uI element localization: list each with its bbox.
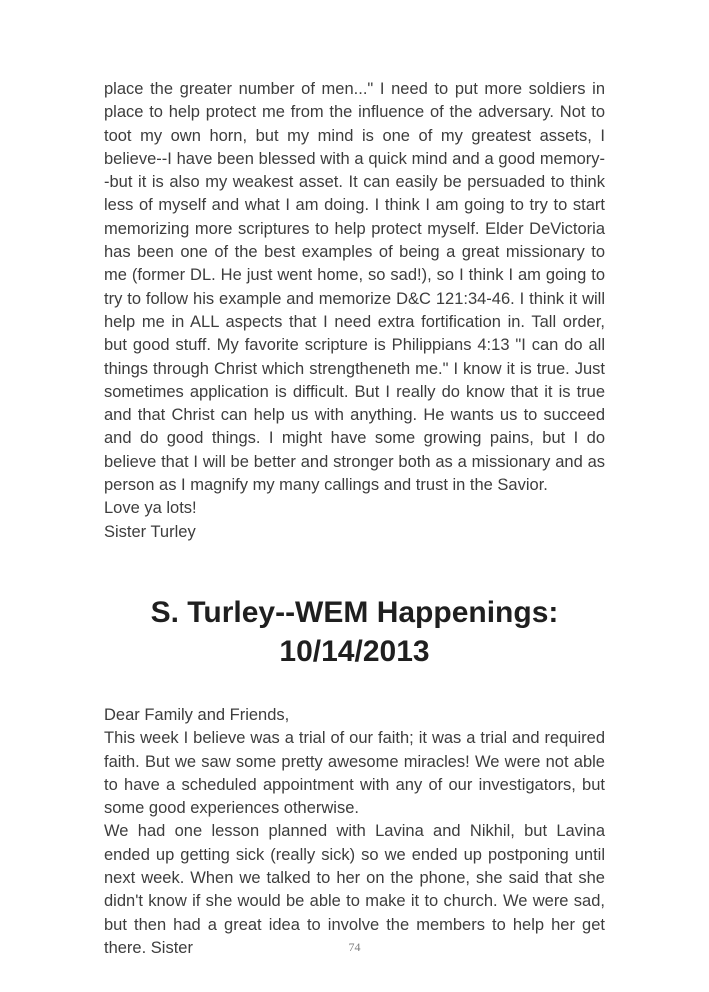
page-number: 74 bbox=[348, 940, 361, 954]
section-heading: S. Turley--WEM Happenings: 10/14/2013 bbox=[150, 595, 559, 668]
page-content bbox=[104, 78, 605, 960]
paragraph-journal-entry: place the greater number of men..." I need to put more soldiers in place to help protect me from the influence of the adversary. Not to toot my own horn, but my mind is one of my greatest assets, I believe--I have been blessed with a quick mind and a good memory--but it is also my weakest asset. It can easily be persuaded to think less of myself and what I am doing. I think I am going to try to start memorizing more scriptures to help protect myself. Elder DeVictoria has been one of the best examples of being a great missionary to me (former DL. He just went home, so sad!), so I think I am going to try to follow his example and memorize D&C 121:34-46. I think it will help me in ALL aspects that I need extra fortification in. Tall order, but good stuff. My favorite scripture is Philippians 4:13 "I can do all things through Christ which strengtheneth me." I know it is true. Just sometimes application is difficult. But I really do know that it is true and that Christ can help us with anything. He wants us to succeed and do good things. I might have some growing pains, but I do believe that I will be better and stronger both as a missionary and as person as I magnify my many callings and trust in the Savior. bbox=[104, 80, 605, 495]
signature-line: Sister Turley bbox=[104, 522, 196, 541]
closing-line: Love ya lots! bbox=[104, 499, 197, 518]
paragraph-week-summary: This week I believe was a trial of our faith; it was a trial and required faith. But we saw some pretty awesome miracles! We were not able to have a scheduled appointment with any of our investigators, but some good experiences otherwise. bbox=[104, 729, 605, 818]
paragraph-lavina-story: We had one lesson planned with Lavina and Nikhil, but Lavina ended up getting sick (really sick) so we ended up postponing until next week. When we talked to her on the phone, she said that she didn't know if she would be able to make it to church. We were sad, but then had a great idea to involve the members to help her get there. Sister bbox=[104, 822, 605, 957]
salutation-line: Dear Family and Friends, bbox=[104, 705, 290, 724]
